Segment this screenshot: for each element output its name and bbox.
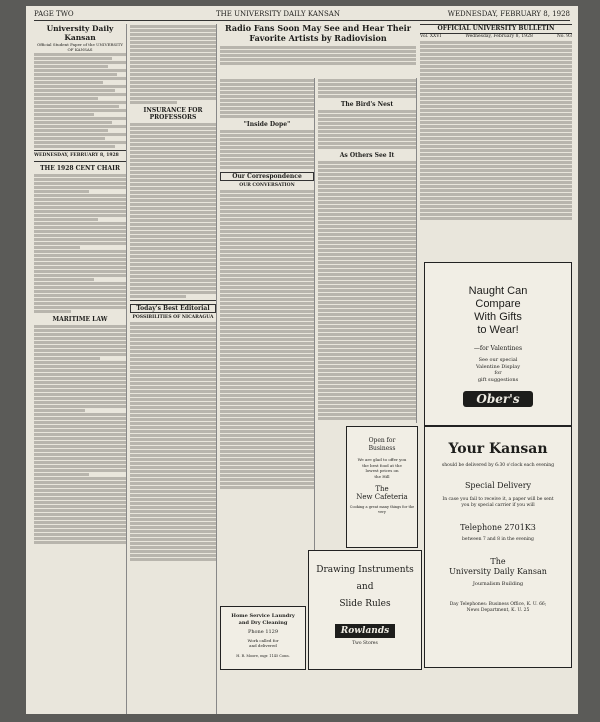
cafe-l4: the best food at the xyxy=(362,462,402,468)
laundry-l1: Home Service Laundry xyxy=(231,613,295,619)
laundry-l4: and delivered xyxy=(249,642,277,648)
cafeteria-ad xyxy=(346,426,418,548)
newspaper-page xyxy=(26,6,578,714)
insurance-head: INSURANCE FOR PROFESSORS xyxy=(143,107,203,121)
kansan-case: In case you fail to receive it, a paper will be sent xyxy=(442,497,554,502)
cafe-name2: New Cafeteria xyxy=(356,493,408,501)
obers-sub4: gift suggestions xyxy=(477,376,519,383)
issue-date: WEDNESDAY, FEBRUARY 8, 1928 xyxy=(447,10,570,18)
cafe-footer: Cooking a great many things for the very xyxy=(349,505,415,514)
cafe-l6: the Hill xyxy=(374,473,390,479)
bulletin-vol: Vol. XXVI xyxy=(420,34,442,39)
kansan-special: Special Delivery xyxy=(464,481,532,490)
obers-line2: Compare xyxy=(475,298,521,310)
cafe-l3: We are glad to offer you xyxy=(357,457,407,462)
obers-for: —for Valentines xyxy=(473,345,523,352)
rowlands-logo: Rowlands xyxy=(335,624,395,638)
inside-dope-head: "Inside Dope" xyxy=(243,121,291,128)
column-features xyxy=(130,24,217,714)
drawing-l3: Slide Rules xyxy=(339,599,391,609)
kansan-tel: Telephone 2701K3 xyxy=(460,523,536,532)
conversation-sub: OUR CONVERSATION xyxy=(239,183,295,188)
obers-line3: With Gifts xyxy=(474,311,522,323)
cafe-l2: Business xyxy=(368,445,396,452)
cafe-name1: The xyxy=(375,485,389,493)
bird-head: The Bird's Nest xyxy=(340,101,394,108)
obers-sub2: Valentine Display xyxy=(475,363,521,370)
brief-sub: POSSIBILITIES OF NICARAGUA xyxy=(132,315,214,320)
editorial-title-2: MARITIME LAW xyxy=(52,315,108,323)
kansan-between: between 7 and 8 in the evening xyxy=(462,537,534,542)
kansan-title: Your Kansan xyxy=(448,441,548,457)
kansan-day: Day Telephones: Business Office, K. U. 66; xyxy=(449,602,547,607)
obers-logo: Ober's xyxy=(463,391,533,407)
column-three xyxy=(220,78,315,668)
kansan-deliv: should be delivered by 6:30 o'clock each evening xyxy=(441,463,555,468)
kansan-bldg: Journalism Building xyxy=(472,581,524,587)
cafe-l5: lowest prices on xyxy=(365,468,399,473)
bulletin-date: Wednesday, February 8, 1928 xyxy=(465,34,533,39)
page-number: PAGE TWO xyxy=(34,10,74,18)
kansan-name1: The xyxy=(490,557,506,566)
column-three-b xyxy=(318,78,417,423)
kansan-ad xyxy=(424,426,572,668)
drawing-l1: Drawing Instruments xyxy=(316,565,414,575)
drawing-ad xyxy=(308,550,422,670)
kansan-name2: University Daily Kansan xyxy=(449,567,547,576)
bulletin-title: OFFICIAL UNIVERSITY BULLETIN xyxy=(420,24,572,34)
drawing-sub: Two Stores xyxy=(352,641,378,646)
obers-sub1: See our special xyxy=(478,357,518,363)
obers-line4: to Wear! xyxy=(477,324,519,336)
others-head: As Others See It xyxy=(339,152,395,159)
editorial-date: WEDNESDAY, FEBRUARY 8, 1928 xyxy=(34,153,119,158)
column-editorial xyxy=(34,24,127,714)
editorial-title-1: THE 1928 CENT CHAIR xyxy=(40,164,120,172)
brief-head: Today's Best Editorial xyxy=(130,304,216,313)
laundry-l3: Work called for xyxy=(247,637,279,643)
kansan-news: News Department, K. U. 25 xyxy=(466,608,530,613)
laundry-l2: and Dry Cleaning xyxy=(238,619,288,626)
lead-story-headline-area xyxy=(220,24,416,76)
conversation-head: Our Correspondence xyxy=(220,172,314,181)
lead-headline: Radio Fans Soon May See and Hear Their Favorite Artists by Radiovision xyxy=(225,24,411,43)
laundry-l5: H. R. Moore, mgr. 1145 Conn. xyxy=(236,653,290,658)
bulletin-no: No. 93 xyxy=(556,34,572,39)
masthead-title: University Daily Kansan xyxy=(46,24,114,42)
paper-name: THE UNIVERSITY DAILY KANSAN xyxy=(216,10,340,18)
obers-ad xyxy=(424,262,572,426)
masthead-sub: Official Student Paper of the UNIVERSITY OF KANSAS xyxy=(36,42,124,52)
obers-sub3: for xyxy=(494,370,502,376)
drawing-l2: and xyxy=(356,582,374,592)
obers-line1: Naught Can xyxy=(468,285,528,297)
laundry-ad xyxy=(220,606,306,670)
kansan-case2: you by special carrier if you will xyxy=(461,503,535,508)
cafe-l1: Open for xyxy=(368,437,396,444)
staff-list xyxy=(34,53,126,148)
laundry-phone: Phone 1129 xyxy=(247,629,279,635)
page-header xyxy=(34,10,570,21)
column-bulletin xyxy=(420,24,572,264)
